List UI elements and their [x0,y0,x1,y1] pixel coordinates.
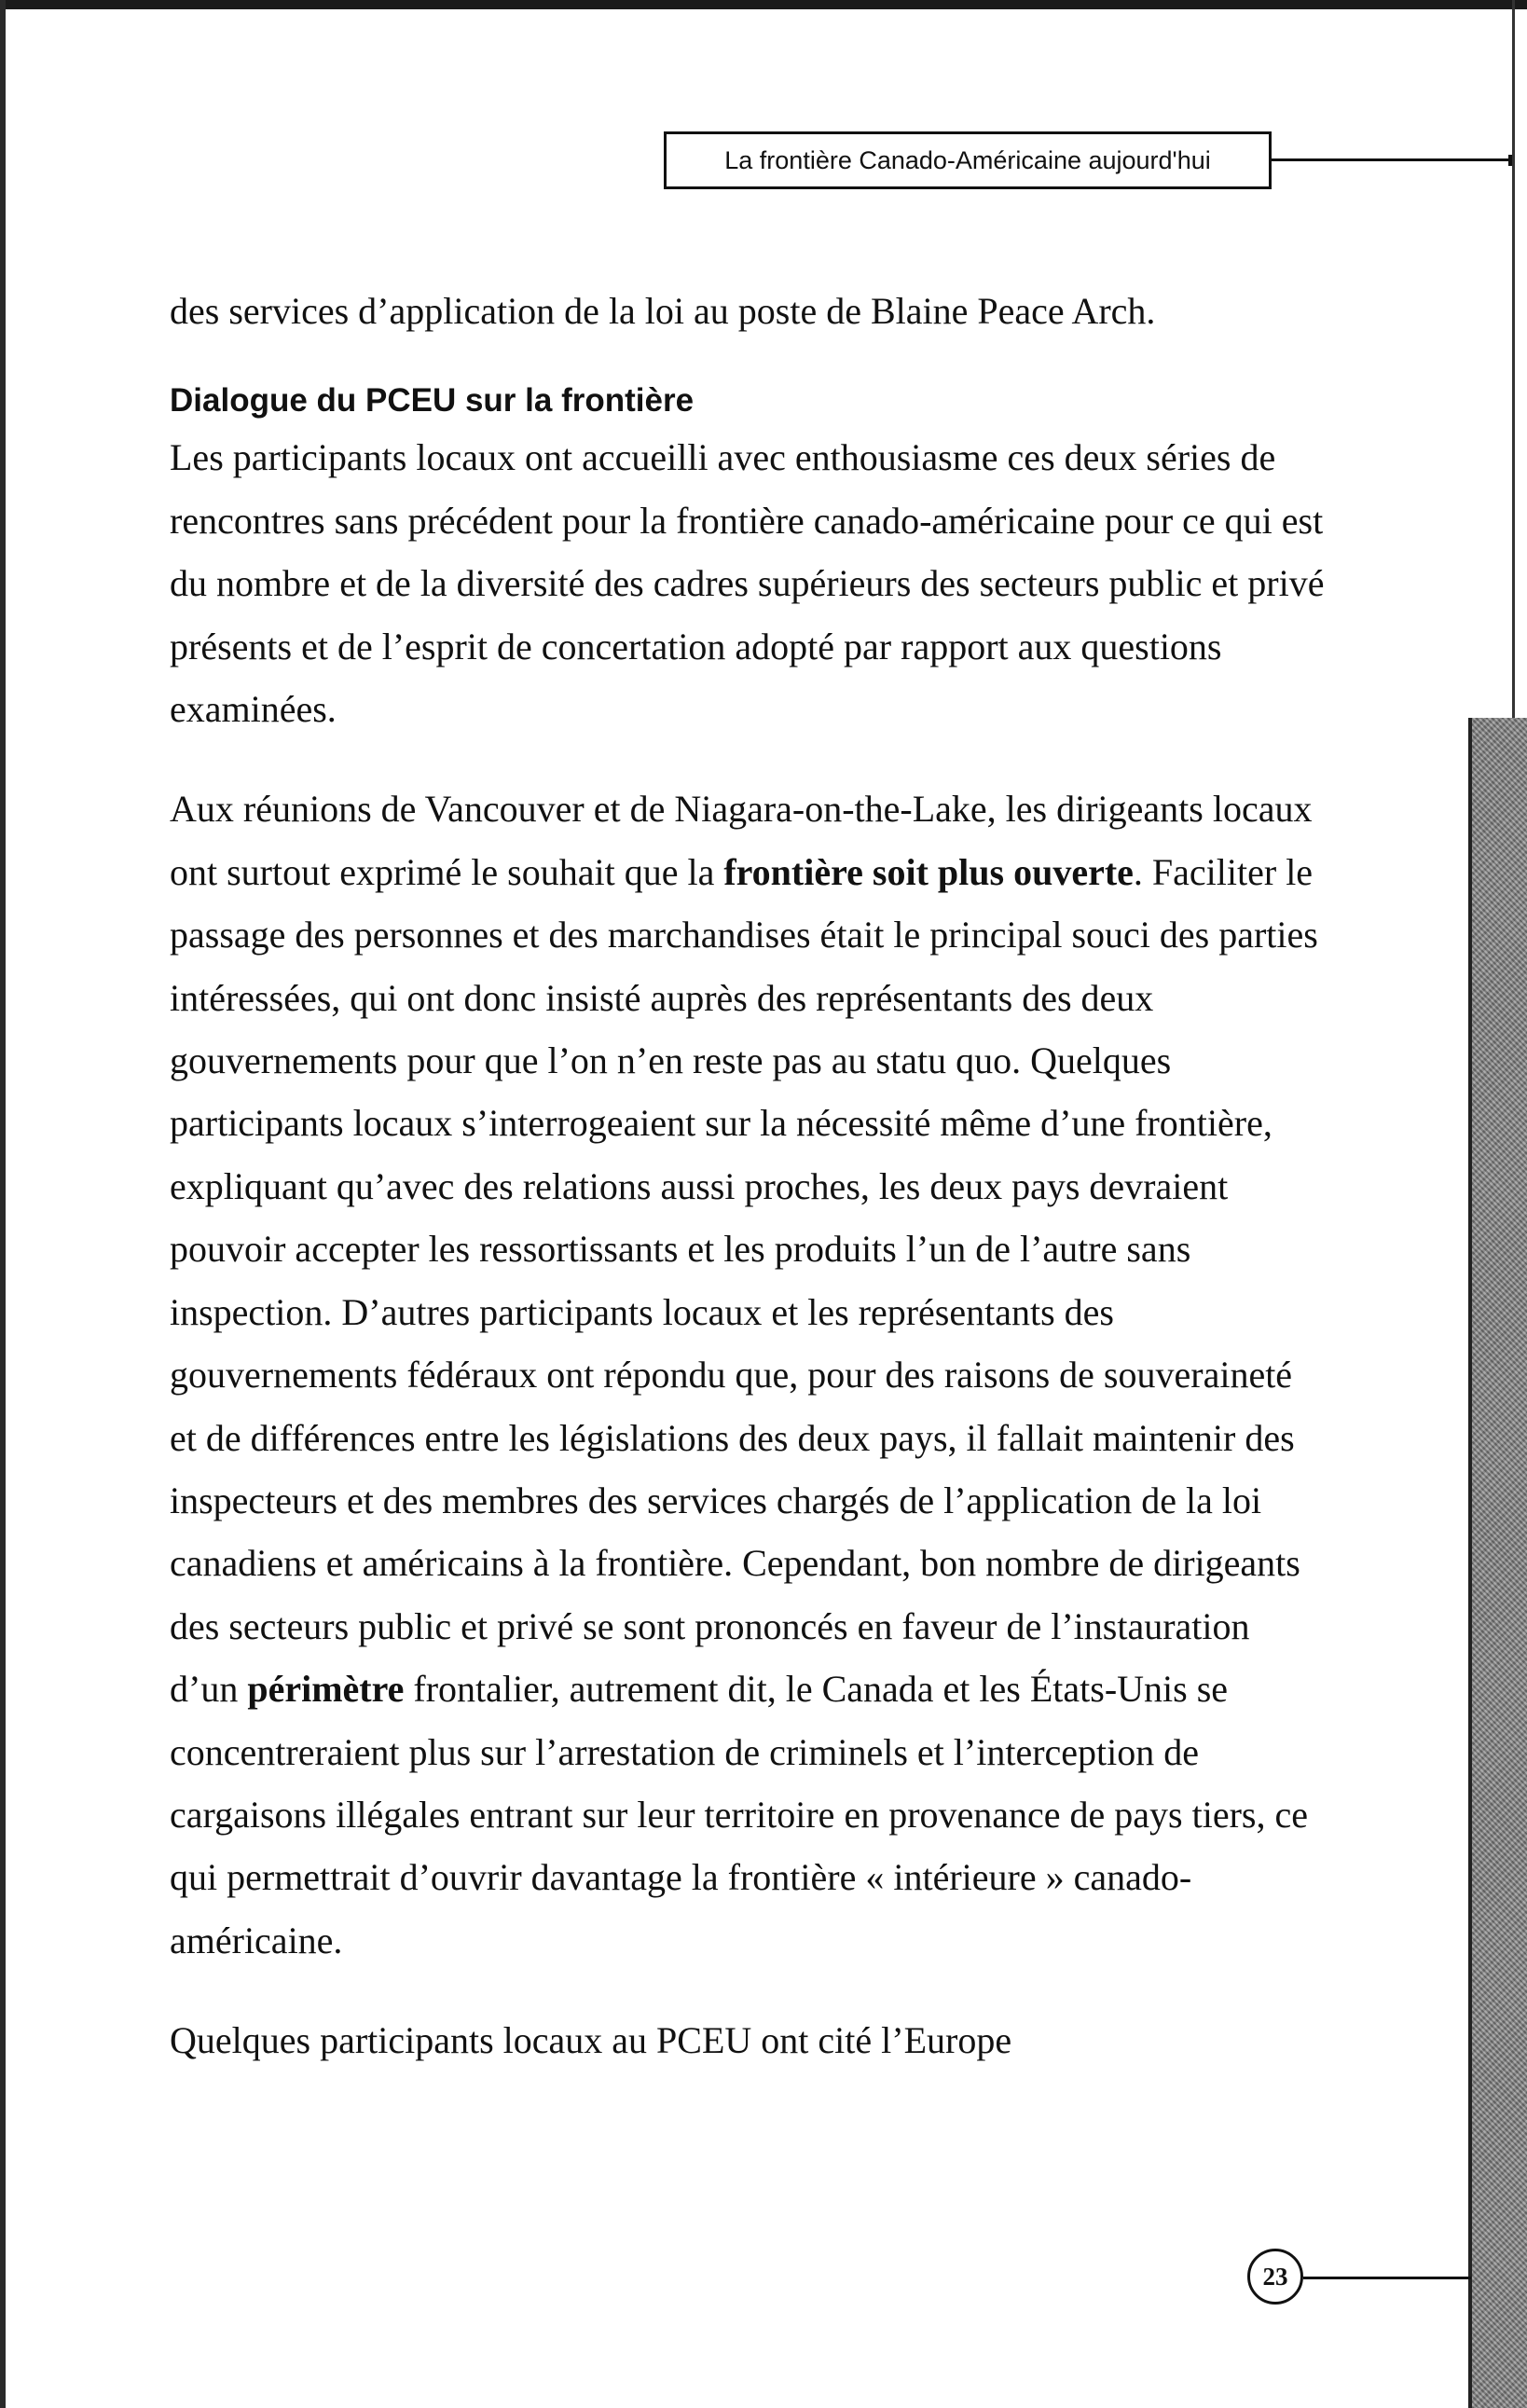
header-rule [1272,158,1512,161]
running-header [664,131,1272,189]
paragraph-2-bold-a: frontière soit plus ouverte [723,850,1134,893]
paragraph-2 [170,777,1326,1972]
page-number-text: 23 [1262,2262,1288,2291]
page-edge-texture [1468,718,1527,2408]
section-title: Dialogue du PCEU sur la frontière [170,382,695,420]
paragraph-3: Quelques participants locaux au PCEU ont cité l’Europe [170,2019,1012,2062]
scan-left-edge [0,0,6,2408]
paragraph-2-text-c: frontalier, autrement dit, le Canada et les États-Unis se concentreraient plus sur l’arrestation de criminels et l’interception de cargaisons illégales entrant sur leur territoire en provenance de pays tiers, ce qui permettrait d’ouvrir davantage la frontière « intérieure » canado-américaine. [170,1668,1308,1961]
scan-top-edge [0,0,1527,9]
paragraph-1: Les participants locaux ont accueilli avec enthousiasme ces deux séries de rencontres sans précédent pour la frontière canado-américaine pour ce qui est du nombre et de la diversité des cadres supérieurs des secteurs public et privé présents et de l’esprit de concertation adopté par rapport aux questions examinées. [170,436,1325,731]
body-text [170,280,1326,2072]
continued-line: des services d’application de la loi au poste de Blaine Peace Arch. [170,290,1156,332]
paragraph-2-text-a: Aux réunions de Vancouver et de Niagara-on-the-Lake, les dirigeants locaux ont surtout exprimé le souhait que la [170,788,1313,893]
paragraph-2-text-b: . Faciliter le passage des personnes et des marchandises était le principal souci des parties intéressées, qui ont donc insisté auprès des représentants des deux gouvernements pour que l’on n’en reste pas au statu quo. Quelques participants locaux s’interrogeaient sur la nécessité même d’une frontière, expliquant qu’avec des relations aussi proches, les deux pays devraient pouvoir accepter les ressortissants et les produits l’un de l’autre sans inspection. D’autres participants locaux et les représentants des gouvernements fédéraux ont répondu que, pour des raisons de souveraineté et de différences entre les législations des deux pays, il fallait maintenir des inspecteurs et des membres des services chargés de l’application de la loi canadiens et américains à la frontière. Cependant, bon nombre de dirigeants des secteurs public et privé se sont prononcés en faveur de l’instauration d’un [170,850,1318,1711]
paragraph-2-bold-b: périmètre [247,1668,405,1711]
running-header-title: La frontière Canado-Américaine aujourd'hui [724,145,1211,174]
scan-right-edge [1512,0,1515,722]
header-rule-tick [1508,155,1512,166]
page-number-rule [1303,2277,1471,2279]
page-number [1247,2249,1303,2305]
